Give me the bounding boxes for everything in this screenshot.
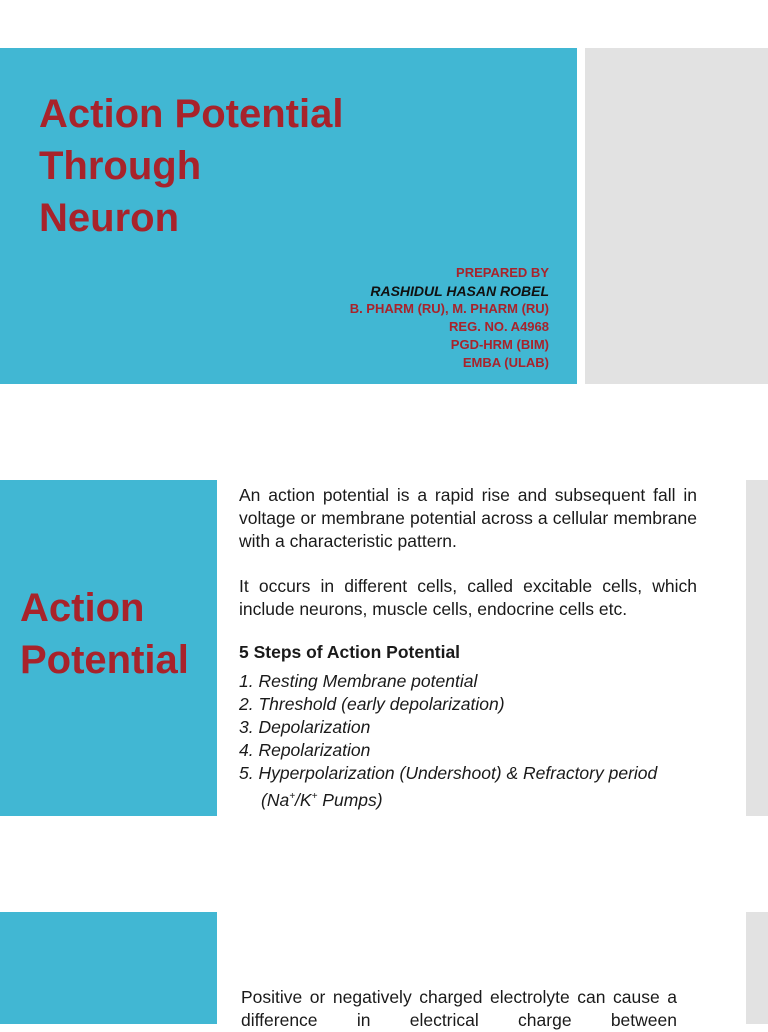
step-item: 2. Threshold (early depolarization) (239, 694, 505, 714)
occurrence-paragraph: It occurs in different cells, called excitable cells, which include neurons, muscle cells, endocrine cells etc. (239, 576, 697, 619)
author-emba: EMBA (ULAB) (462, 355, 549, 370)
slide1-grey-panel (585, 48, 768, 384)
steps-list (239, 670, 697, 812)
step-item: 3. Depolarization (239, 717, 371, 737)
slide1-title-line-2: Through (39, 144, 202, 188)
prepared-by-label: PREPARED BY (456, 265, 549, 280)
slide2-title (20, 582, 215, 686)
definition-paragraph: An action potential is a rapid rise and subsequent fall in voltage or membrane potential across a cellular membrane with a characteristic pattern. (239, 485, 697, 551)
author-name: RASHIDUL HASAN ROBEL (370, 283, 549, 299)
slide2-body (239, 484, 697, 812)
step5-text-c: Pumps) (317, 789, 383, 810)
slide2-title-line-1: Action (20, 586, 145, 630)
step-item: 4. Repolarization (239, 740, 371, 760)
slide2-title-line-2: Potential (20, 638, 189, 682)
sodium-charge-sup: + (289, 791, 296, 802)
author-degrees: B. PHARM (RU), M. PHARM (RU) (349, 301, 549, 316)
slide1-title (39, 88, 539, 244)
slide2-grey-panel (746, 480, 768, 816)
steps-heading: 5 Steps of Action Potential (239, 642, 461, 662)
slide1-credits (350, 264, 549, 372)
slide1-title-line-3: Neuron (39, 196, 179, 240)
electrolyte-paragraph: Positive or negatively charged electrolyte can cause a difference in electrical charge between (241, 987, 677, 1030)
author-pgd: PGD-HRM (BIM) (450, 337, 549, 352)
step-item: 1. Resting Membrane potential (239, 671, 478, 691)
step5-text-b: /K (295, 789, 312, 810)
step-item-5 (239, 762, 697, 812)
potassium-charge-sup: + (311, 791, 318, 802)
slide3-grey-panel (746, 912, 768, 1024)
slide1-title-line-1: Action Potential (39, 92, 344, 136)
slide3-body (241, 986, 677, 1032)
step5-text-a: 5. Hyperpolarization (Undershoot) & Refractory period (Na (239, 763, 658, 810)
author-reg-no: REG. NO. A4968 (449, 319, 549, 334)
slide3-blue-panel (0, 912, 217, 1024)
